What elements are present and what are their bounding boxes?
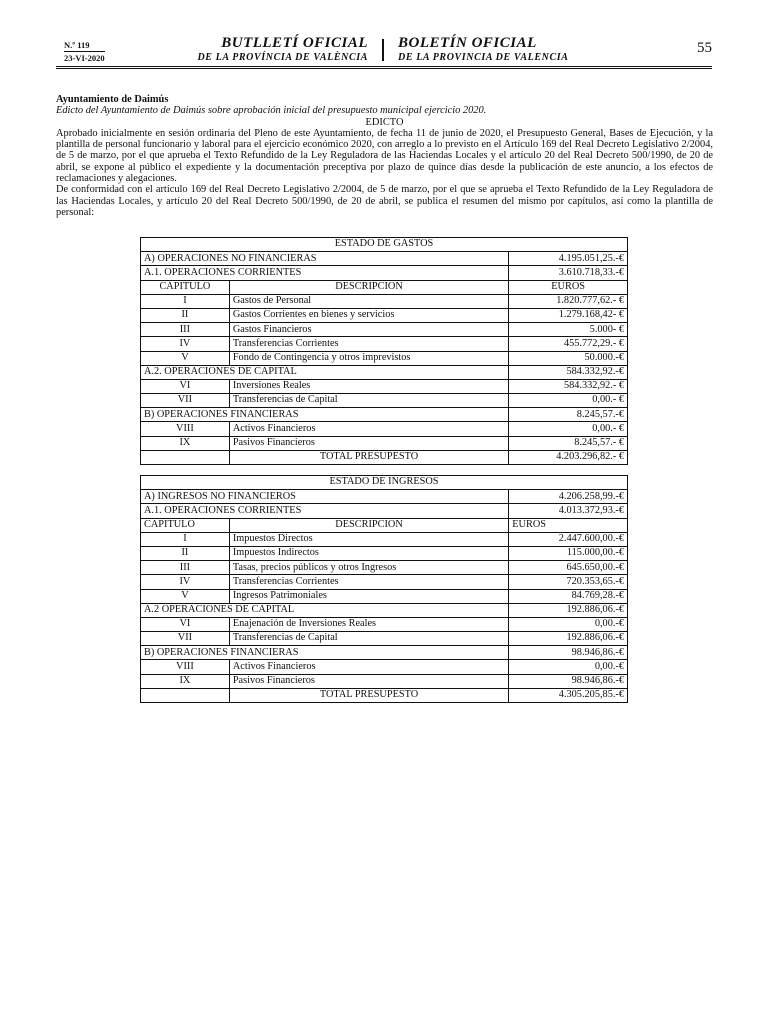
chapter-cell: II xyxy=(141,546,230,560)
description-cell: Ingresos Patrimoniales xyxy=(229,589,508,603)
table-row xyxy=(141,351,628,365)
column-header-euros: EUROS xyxy=(509,280,628,294)
section-label: A.1. OPERACIONES CORRIENTES xyxy=(141,266,509,280)
table-row xyxy=(141,617,628,631)
title-spanish-sub: DE LA PROVINCIA DE VALENCIA xyxy=(398,52,569,63)
chapter-cell: IX xyxy=(141,674,230,688)
total-label: TOTAL PRESUPESTO xyxy=(229,688,508,702)
total-empty-cell xyxy=(141,688,230,702)
organization-name: Ayuntamiento de Daimús xyxy=(56,94,169,105)
amount-cell: 84.769,28.-€ xyxy=(509,589,628,603)
edict-heading: EDICTO xyxy=(365,116,404,128)
table-row xyxy=(141,546,628,560)
chapter-cell: III xyxy=(141,561,230,575)
table-row xyxy=(141,422,628,436)
amount-cell: 2.447.600,00.-€ xyxy=(509,532,628,546)
section-row xyxy=(141,266,628,280)
header-rule-bottom xyxy=(56,68,712,69)
section-label: A.2. OPERACIONES DE CAPITAL xyxy=(141,365,509,379)
paragraph-summary: De conformidad con el artículo 169 del Real Decreto Legislativo 2/2004, de 5 de marzo, por el que se aprueba el Texto Refundido de la Ley Reguladora de las Haciendas Locales, y artículo 20 del Real Decreto 500/1990, de 20 de abril, se publica el resumen del mismo por capítulos, así como la plantilla de personal: xyxy=(56,184,713,218)
section-row xyxy=(141,252,628,266)
column-header-row xyxy=(141,280,628,294)
description-cell: Impuestos Directos xyxy=(229,532,508,546)
chapter-cell: I xyxy=(141,532,230,546)
issue-number: N.º 119 xyxy=(64,40,90,50)
paragraph-approval: Aprobado inicialmente en sesión ordinaria del Pleno de este Ayuntamiento, de fecha 11 de junio de 2020, el Presupuesto General, Bases de Ejecución, y la plantilla de personal funcionario y laboral para el ejercicio económico 2020, con arreglo a lo previsto en el Artículo 169 del Real Decreto Legislativo 2/2004, de 5 de marzo, por el que aprueba el Texto Refundido de la Ley Reguladora de las Haciendas Locales y el artículo 20 del Real Decreto 500/1990, de 20 de abril, se expone al público el expediente y la documentación preceptiva por plazo de quince días desde la publicación de este anuncio, a los efectos de reclamaciones y alegaciones. xyxy=(56,127,713,185)
description-cell: Fondo de Contingencia y otros imprevistos xyxy=(229,351,508,365)
section-row xyxy=(141,408,628,422)
amount-cell: 455.772,29.- € xyxy=(509,337,628,351)
amount-cell: 0,00.-€ xyxy=(509,660,628,674)
total-empty-cell xyxy=(141,450,230,464)
section-row xyxy=(141,603,628,617)
description-cell: Transferencias Corrientes xyxy=(229,337,508,351)
column-header-descripcion: DESCRIPCION xyxy=(229,280,508,294)
section-label: B) OPERACIONES FINANCIERAS xyxy=(141,646,509,660)
amount-cell: 192.886,06.-€ xyxy=(509,632,628,646)
amount-cell: 1.279.168,42- € xyxy=(509,308,628,322)
total-value: 4.203.296,82.- € xyxy=(509,450,628,464)
column-header-capitulo: CAPITULO xyxy=(141,518,230,532)
revenue-table xyxy=(140,475,628,703)
description-cell: Transferencias de Capital xyxy=(229,394,508,408)
description-cell: Pasivos Financieros xyxy=(229,436,508,450)
column-header-row xyxy=(141,518,628,532)
section-value: 4.195.051,25.-€ xyxy=(509,252,628,266)
table-title: ESTADO DE INGRESOS xyxy=(141,476,628,490)
section-label: A) INGRESOS NO FINANCIEROS xyxy=(141,490,509,504)
edict-content xyxy=(56,94,713,218)
description-cell: Inversiones Reales xyxy=(229,379,508,393)
description-cell: Activos Financieros xyxy=(229,660,508,674)
amount-cell: 8.245,57.- € xyxy=(509,436,628,450)
table-row xyxy=(141,674,628,688)
section-value: 4.013.372,93.-€ xyxy=(509,504,628,518)
amount-cell: 0,00.- € xyxy=(509,422,628,436)
section-value: 4.206.258,99.-€ xyxy=(509,490,628,504)
table-row xyxy=(141,575,628,589)
header-rule-top xyxy=(56,66,712,67)
title-valencian-main: BUTLLETÍ OFICIAL xyxy=(221,35,368,51)
section-label: A) OPERACIONES NO FINANCIERAS xyxy=(141,252,509,266)
table-row xyxy=(141,561,628,575)
chapter-cell: IV xyxy=(141,337,230,351)
title-spanish-main: BOLETÍN OFICIAL xyxy=(398,35,537,51)
chapter-cell: V xyxy=(141,351,230,365)
description-cell: Impuestos Indirectos xyxy=(229,546,508,560)
amount-cell: 0,00.-€ xyxy=(509,617,628,631)
chapter-cell: I xyxy=(141,294,230,308)
issue-info xyxy=(64,40,105,63)
amount-cell: 0,00.- € xyxy=(509,394,628,408)
table-row xyxy=(141,294,628,308)
table-row xyxy=(141,323,628,337)
description-cell: Enajenación de Inversiones Reales xyxy=(229,617,508,631)
chapter-cell: VII xyxy=(141,394,230,408)
total-row xyxy=(141,450,628,464)
column-header-descripcion: DESCRIPCION xyxy=(229,518,508,532)
table-row xyxy=(141,394,628,408)
table-row xyxy=(141,436,628,450)
section-label: B) OPERACIONES FINANCIERAS xyxy=(141,408,509,422)
section-label: A.2 OPERACIONES DE CAPITAL xyxy=(141,603,509,617)
table-title: ESTADO DE GASTOS xyxy=(141,238,628,252)
description-cell: Transferencias Corrientes xyxy=(229,575,508,589)
amount-cell: 720.353,65.-€ xyxy=(509,575,628,589)
section-row xyxy=(141,504,628,518)
title-valencian xyxy=(188,36,368,64)
table-row xyxy=(141,337,628,351)
amount-cell: 1.820.777,62.- € xyxy=(509,294,628,308)
table-row xyxy=(141,379,628,393)
description-cell: Gastos de Personal xyxy=(229,294,508,308)
total-row xyxy=(141,688,628,702)
edict-subtitle: Edicto del Ayuntamiento de Daimús sobre aprobación inicial del presupuesto municipal ejercicio 2020. xyxy=(56,105,487,117)
table-row xyxy=(141,589,628,603)
amount-cell: 50.000.-€ xyxy=(509,351,628,365)
section-row xyxy=(141,365,628,379)
total-value: 4.305.205,85.-€ xyxy=(509,688,628,702)
description-cell: Gastos Financieros xyxy=(229,323,508,337)
amount-cell: 98.946,86.-€ xyxy=(509,674,628,688)
chapter-cell: VIII xyxy=(141,660,230,674)
section-value: 192.886,06.-€ xyxy=(509,603,628,617)
description-cell: Activos Financieros xyxy=(229,422,508,436)
section-row xyxy=(141,646,628,660)
page-header xyxy=(56,34,712,68)
chapter-cell: VI xyxy=(141,379,230,393)
section-value: 584.332,92.-€ xyxy=(509,365,628,379)
description-cell: Pasivos Financieros xyxy=(229,674,508,688)
table-title-row xyxy=(141,476,628,490)
description-cell: Tasas, precios públicos y otros Ingresos xyxy=(229,561,508,575)
title-spanish xyxy=(398,36,598,64)
amount-cell: 115.000,00.-€ xyxy=(509,546,628,560)
expenses-table xyxy=(140,237,628,465)
issue-date: 23-VI-2020 xyxy=(64,53,105,63)
table-title-row xyxy=(141,238,628,252)
chapter-cell: IX xyxy=(141,436,230,450)
section-value: 98.946,86.-€ xyxy=(509,646,628,660)
column-header-euros: EUROS xyxy=(509,518,628,532)
table-row xyxy=(141,632,628,646)
title-valencian-sub: DE LA PROVÍNCIA DE VALÈNCIA xyxy=(197,52,368,63)
table-row xyxy=(141,532,628,546)
amount-cell: 584.332,92.- € xyxy=(509,379,628,393)
amount-cell: 5.000- € xyxy=(509,323,628,337)
description-cell: Transferencias de Capital xyxy=(229,632,508,646)
chapter-cell: VII xyxy=(141,632,230,646)
total-label: TOTAL PRESUPESTO xyxy=(229,450,508,464)
column-header-capitulo: CAPITULO xyxy=(141,280,230,294)
table-row xyxy=(141,660,628,674)
chapter-cell: VIII xyxy=(141,422,230,436)
table-row xyxy=(141,308,628,322)
amount-cell: 645.650,00.-€ xyxy=(509,561,628,575)
section-value: 3.610.718,33.-€ xyxy=(509,266,628,280)
section-label: A.1. OPERACIONES CORRIENTES xyxy=(141,504,509,518)
chapter-cell: V xyxy=(141,589,230,603)
section-row xyxy=(141,490,628,504)
page-number: 55 xyxy=(697,40,712,56)
chapter-cell: II xyxy=(141,308,230,322)
chapter-cell: IV xyxy=(141,575,230,589)
section-value: 8.245,57.-€ xyxy=(509,408,628,422)
chapter-cell: III xyxy=(141,323,230,337)
chapter-cell: VI xyxy=(141,617,230,631)
title-separator xyxy=(382,39,384,61)
description-cell: Gastos Corrientes en bienes y servicios xyxy=(229,308,508,322)
